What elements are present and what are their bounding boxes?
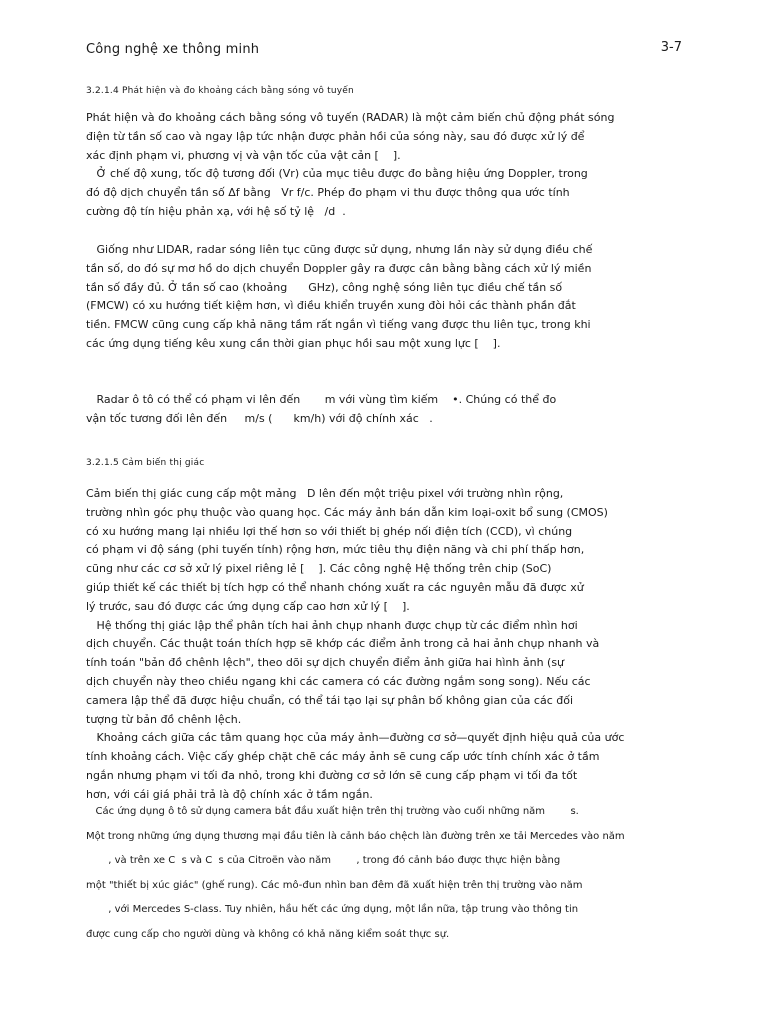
text-line: giúp thiết kế các thiết bị tích hợp có thể nhanh chóng xuất ra các nguyên mẫu đã được xử	[86, 580, 584, 594]
section-heading-vision: 3.2.1.5 Cảm biến thị giác	[86, 458, 205, 468]
paragraph-radar-intro	[86, 109, 686, 222]
text-line: tiền. FMCW cũng cung cấp khả năng tầm rất ngắn vì tiếng vang được thu liên tục, trong khi	[86, 318, 591, 332]
text-line: vận tốc tương đối lên đến m/s ( km/h) với độ chính xác .	[86, 411, 433, 425]
text-line: Radar ô tô có thể có phạm vi lên đến m với vùng tìm kiếm •. Chúng có thể đo	[86, 393, 557, 406]
text-line: tượng từ bản đồ chênh lệch.	[86, 712, 242, 726]
text-line: tính khoảng cách. Việc cấy ghép chặt chẽ các máy ảnh sẽ cung cấp ước tính chính xác ở tầm	[86, 750, 600, 764]
text-line: cũng như các cơ sở xử lý pixel riêng lẻ [ ]. Các công nghệ Hệ thống trên chip (SoC)	[86, 562, 552, 576]
text-line: , với Mercedes S-class. Tuy nhiên, hầu hết các ứng dụng, một lần nữa, tập trung vào thông tin	[86, 904, 579, 915]
text-line: tần số đầy đủ. Ở tần số cao (khoảng GHz), công nghệ sóng liên tục điều chế tần số	[86, 280, 563, 294]
text-line: được cung cấp cho người dùng và không có khả năng kiểm soát thực sự.	[86, 928, 450, 940]
text-line: một "thiết bị xúc giác" (ghế rung). Các mô-đun nhìn ban đêm đã xuất hiện trên thị trường vào năm	[86, 879, 583, 891]
text-line: đó độ dịch chuyển tần số Δf bằng Vr f/c. Phép đo phạm vi thu được thông qua ước tính	[86, 186, 570, 200]
text-line: xác định phạm vi, phương vị và vận tốc của vật cản [ ].	[86, 148, 401, 162]
paragraph-vision-automotive	[86, 800, 686, 947]
paragraph-vision-sensor	[86, 485, 686, 805]
running-header-title: Công nghệ xe thông minh	[86, 42, 260, 57]
text-line: Khoảng cách giữa các tâm quang học của máy ảnh—đường cơ sở—quyết định hiệu quả của ước	[86, 731, 625, 745]
text-line: Một trong những ứng dụng thương mại đầu tiên là cảnh báo chệch làn đường trên xe tải Mercedes vào năm	[86, 830, 625, 842]
section-heading-radar: 3.2.1.4 Phát hiện và đo khoảng cách bằng sóng vô tuyến	[86, 86, 354, 96]
text-line: cường độ tín hiệu phản xạ, với hệ số tỷ lệ /d .	[86, 204, 346, 218]
text-line: trường nhìn góc phụ thuộc vào quang học. Các máy ảnh bán dẫn kim loại-oxit bổ sung (CMOS)	[86, 505, 608, 519]
text-line: Giống như LIDAR, radar sóng liên tục cũng được sử dụng, nhưng lần này sử dụng điều chế	[86, 243, 593, 256]
text-line: Cảm biến thị giác cung cấp một mảng D lên đến một triệu pixel với trường nhìn rộng,	[86, 487, 564, 500]
text-line: , và trên xe C s và C s của Citroën vào năm , trong đó cảnh báo được thực hiện bằng	[86, 855, 561, 866]
paragraph-radar-range	[86, 391, 686, 429]
text-line: có xu hướng mang lại nhiều lợi thế hơn so với thiết bị ghép nối điện tích (CCD), vì chúng	[86, 524, 573, 538]
text-line: dịch chuyển này theo chiều ngang khi các camera có các đường ngắm song song). Nếu các	[86, 674, 591, 688]
text-line: lý trước, sau đó được các ứng dụng cấp cao hơn xử lý [ ].	[86, 599, 410, 613]
text-line: các ứng dụng tiếng kêu xung cần thời gian phục hồi sau một xung lực [ ].	[86, 336, 501, 350]
text-line: điện từ tần số cao và ngay lập tức nhận được phản hồi của sóng này, sau đó được xử lý để	[86, 129, 585, 143]
text-line: ngắn nhưng phạm vi tối đa nhỏ, trong khi đường cơ sở lớn sẽ cung cấp phạm vi tối đa tốt	[86, 768, 578, 782]
text-line: dịch chuyển. Các thuật toán thích hợp sẽ khớp các điểm ảnh trong cả hai ảnh chụp nhanh và	[86, 637, 600, 651]
text-line: (FMCW) có xu hướng tiết kiệm hơn, vì điều khiển truyền xung đòi hỏi các thành phần đắt	[86, 299, 576, 313]
text-line: có phạm vi độ sáng (phi tuyến tính) rộng hơn, mức tiêu thụ điện năng và chi phí thấp hơn,	[86, 543, 585, 557]
page-number: 3-7	[660, 40, 682, 55]
text-line: tính toán "bản đồ chênh lệch", theo dõi sự dịch chuyển điểm ảnh giữa hai hình ảnh (sự	[86, 656, 565, 670]
text-line: Hệ thống thị giác lập thể phân tích hai ảnh chụp nhanh được chụp từ các điểm nhìn hơi	[86, 618, 578, 632]
text-line: hơn, với cái giá phải trả là độ chính xác ở tầm ngắn.	[86, 787, 373, 801]
text-line: Phát hiện và đo khoảng cách bằng sóng vô tuyến (RADAR) là một cảm biến chủ động phát sóng	[86, 111, 615, 124]
paragraph-radar-fmcw	[86, 241, 686, 354]
text-line: Các ứng dụng ô tô sử dụng camera bắt đầu xuất hiện trên thị trường vào cuối những năm s.	[86, 806, 579, 817]
text-line: tần số, do đó sự mơ hồ do dịch chuyển Doppler gây ra được cân bằng bằng cách xử lý miền	[86, 261, 592, 275]
text-line: camera lập thể đã được hiệu chuẩn, có thể tái tạo lại sự phân bố không gian của các đối	[86, 693, 574, 707]
text-line: Ở chế độ xung, tốc độ tương đối (Vr) của mục tiêu được đo bằng hiệu ứng Doppler, trong	[86, 167, 588, 181]
